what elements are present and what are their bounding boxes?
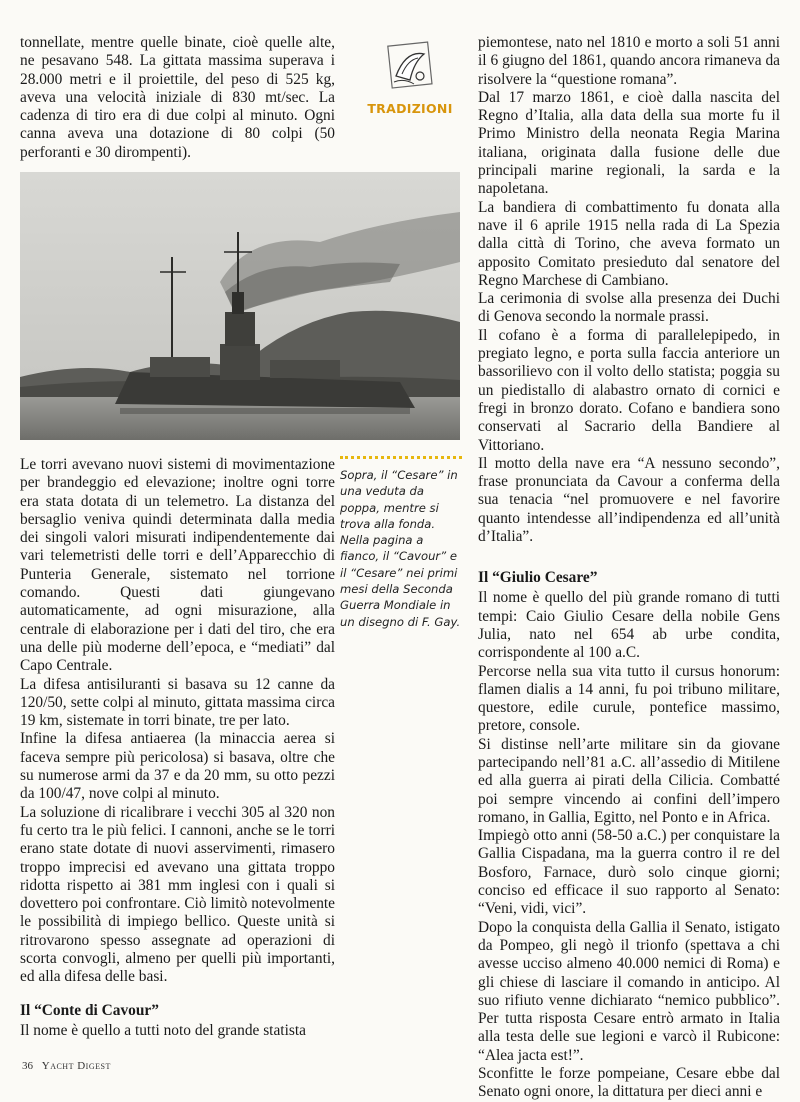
body-paragraph: Il motto della nave era “A nessuno secondo”, frase pronunciata da Cavour a conferma della sua tenacia “nel promuovere e nel favorire quanto intendesse all’indipendenza ed all’unità d’Italia”. [478,454,780,546]
battleship-photo [20,172,460,440]
body-paragraph: La difesa antisiluranti si basava su 12 canne da 120/50, sette colpi al minuto, gittata massima circa 19 km, sistemate in torri binate, tre per lato. [20,675,335,730]
left-column-top [20,34,335,162]
section-label: TRADIZIONI [367,101,453,116]
publication-name: Yacht Digest [41,1060,111,1072]
section-heading-cesare: Il “Giulio Cesare” [478,569,598,587]
body-paragraph: Dopo la conquista della Gallia il Senato, istigato da Pompeo, gli negò il trionfo (spettava a chi avesse ucciso almeno 40.000 nemici di Roma) e gli chiese di lasciare il comando in anticipo. Al suo rifiuto venne dichiarato “nemico pubblico”. Per tutta risposta Cesare entrò armato in Italia alla testa delle sue legioni e varcò il Rubicone: “Alea jacta est!”. [478,918,780,1064]
ship-wheel-logo-icon [384,40,436,92]
body-paragraph: La cerimonia di svolse alla presenza dei Duchi di Genova secondo la normale prassi. [478,290,780,326]
body-paragraph: Impiegò otto anni (58-50 a.C.) per conquistare la Gallia Cispadana, ma la guerra contro il re del Bosforo, Farnace, durò solo cinque giorni; conciso ed efficace il suo rapporto al Senato: “Veni, vidi, vici”. [478,827,780,918]
body-paragraph: Infine la difesa antiaerea (la minaccia aerea si faceva sempre più pericolosa) si basava, oltre che su numerose armi da 37 e da 20 mm, su otto pezzi da 100/47, nove colpi al minuto. [20,730,335,803]
left-column-bottom [20,456,335,1040]
body-paragraph: Il cofano è a forma di parallelepipedo, in pregiato legno, e porta sulla faccia anteriore un bassorilievo con il volto dello statista; poggia su un piedistallo di alabastro ornato di cornici e fregi in bronzo dorato. Cofano e bandiera sono conservati al Sacrario della Bandiere al Vittoriano. [478,326,780,454]
battleship-photo-illustration [20,172,460,440]
body-paragraph: Il nome è quello a tutti noto del grande statista [20,1021,306,1039]
body-paragraph: Le torri avevano nuovi sistemi di movimentazione per brandeggio ed elevazione; inoltre ogni torre era stata dotata di un telemetro. La distanza del bersaglio veniva quindi determinata dalla media dei singoli valori misurati indipendentemente dai vari telemetristi delle torri e dell’Apparecchio di Punteria Generale, sistemato nel torrione comando. Questi dati giungevano automaticamente, ad ogni misurazione, alla centrale di elaborazione per i dati del tiro, che era una delle più moderne dell’epoca, e “mediati” dal Capo Centrale. [20,456,335,675]
body-paragraph: Percorse nella sua vita tutto il cursus honorum: flamen dialis a 14 anni, fu poi tribuno militare, questore, edile curule, pontefice massimo, pretore, console. [478,662,780,735]
body-paragraph: La bandiera di combattimento fu donata alla nave il 6 aprile 1915 nella rada di La Spezia dalla città di Torino, che aveva formato un apposito Comitato presieduto dal senatore del Regno Marchese di Cambiano. [478,198,780,289]
body-paragraph: Il nome è quello del più grande romano di tutti tempi: Caio Giulio Cesare della nobile Gens Julia, nato nel 654 ab urbe condita, corrispondente al 100 a.C. [478,589,780,662]
body-paragraph: tonnellate, mentre quelle binate, cioè quelle alte, ne pesavano 548. La gittata massima superava i 28.000 metri e il proiettile, del peso di 525 kg, aveva una velocità iniziale di 830 mt/sec. La cadenza di tiro era di due colpi al minuto. Ogni canna aveva una dotazione di 80 colpi (50 perforanti e 30 dirompenti). [20,34,335,161]
section-heading-cavour: Il “Conte di Cavour” [20,1001,159,1019]
body-paragraph: Dal 17 marzo 1861, e cioè dalla nascita del Regno d’Italia, alla data della sua morte fu il Primo Ministro della neonata Regia Marina italiana, originata dalla fusione delle due principali marine regionali, la sarda e la napoletana. [478,88,780,198]
photo-caption [340,456,462,630]
body-paragraph: piemontese, nato nel 1810 e morto a soli 51 anni il 6 giugno del 1861, quando ancora rimaneva da risolvere la “questione romana”. [478,34,780,88]
body-paragraph: Si distinse nell’arte militare sin da giovane partecipando nell’81 a.C. all’assedio di Mitilene ed alla guerra ai pirati della Cilicia. Combatté poi sempre vincendo ai confini dell’impero romano, in Gallia, Egitto, nel Ponto e in Africa. [478,735,780,826]
body-paragraph: Sconfitte le forze pompeiane, Cesare ebbe dal Senato ogni onore, la dittatura per dieci anni e [478,1065,780,1101]
page-number: 36 [22,1060,33,1072]
page-footer [22,1060,111,1072]
right-column [478,34,780,1102]
section-badge [360,40,460,116]
body-paragraph: La soluzione di ricalibrare i vecchi 305 al 320 non fu certo tra le più felici. I cannoni, anche se le torri erano state dotate di nuovi asservimenti, rimasero troppo imprecisi ed avevano una gittata troppo ridotta rispetto ai 381 mm inglesi con i quali si dovettero poi confrontare. Ciò limitò notevolmente le possibilità di impiego bellico. Queste unità si ritrovarono spesso assegnate ad operazioni di scorta convogli, almeno per quelli più importanti, ed alla difesa delle basi. [20,803,335,986]
caption-text: Sopra, il “Cesare” in una veduta da poppa, mentre si trova alla fonda. Nella pagina a fianco, il “Cavour” e il “Cesare” nei primi mesi della Seconda Guerra Mondiale in un disegno di F. Gay. [340,468,461,629]
